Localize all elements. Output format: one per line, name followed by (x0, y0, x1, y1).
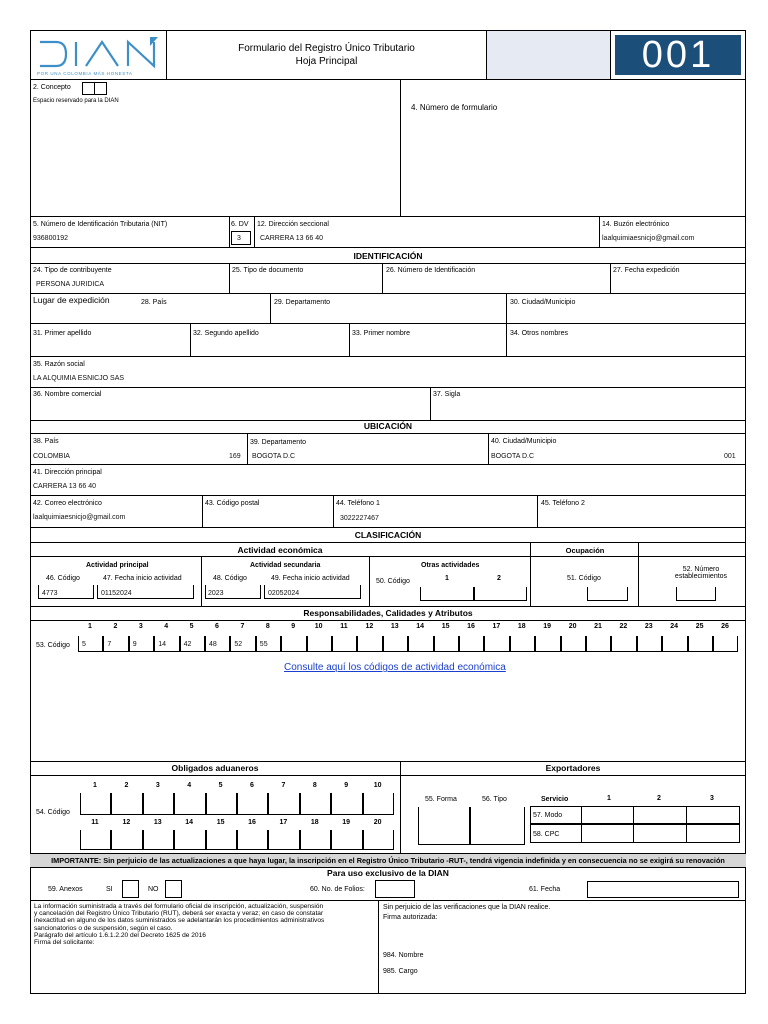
v46-value: 4773 (42, 590, 58, 597)
anexos-no-label: NO (148, 886, 159, 893)
aduanero-number-5: 5 (218, 782, 223, 789)
aduanero-box-1[interactable] (80, 793, 111, 815)
resp-box-11[interactable] (332, 636, 357, 652)
resp-number-4: 4 (164, 623, 169, 630)
aduanero-number-4: 4 (187, 782, 192, 789)
firma-autorizada-label: Firma autorizada: (383, 914, 438, 921)
resp-box-20[interactable] (561, 636, 586, 652)
anexos-59-label: 59. Anexos (48, 886, 83, 893)
servicio-label: Servicio (541, 796, 569, 803)
resp-number-20: 20 (568, 623, 577, 630)
forma-55-box[interactable] (418, 807, 470, 845)
departamento-39-value[interactable]: BOGOTA D.C (252, 453, 296, 460)
footer-left-line5: Parágrafo del artículo 1.6.1.2.20 del Decreto 1625 de 2016 (34, 931, 206, 939)
aduanero-number-19: 19 (342, 819, 351, 826)
c52-box[interactable] (676, 587, 716, 601)
pais-38-code: 169 (229, 453, 241, 460)
resp-number-22: 22 (619, 623, 628, 630)
aduanero-number-12: 12 (122, 819, 131, 826)
aduanero-box-6[interactable] (237, 793, 268, 815)
resp-value-3: 9 (132, 641, 137, 648)
resp-number-6: 6 (215, 623, 219, 630)
resp-number-3: 3 (138, 623, 143, 630)
clasificacion-header: CLASIFICACIÓN (354, 530, 422, 540)
aduanero-number-2: 2 (124, 782, 129, 789)
resp-box-25[interactable] (688, 636, 713, 652)
buzon-value[interactable]: laalquimiaesnicjo@gmail.com (602, 235, 695, 242)
resp-box-19[interactable] (535, 636, 560, 652)
primer-nombre-label: 33. Primer nombre (352, 330, 410, 337)
numero-identificacion-label: 26. Número de Identificación (386, 267, 476, 274)
concepto-note: Espacio reservado para la DIAN (33, 98, 119, 104)
fecha-expedicion-label: 27. Fecha expedición (613, 267, 680, 274)
resp-box-15[interactable] (434, 636, 459, 652)
modo-57-label: 57. Modo (533, 812, 563, 819)
aduanero-box-10[interactable] (363, 793, 394, 815)
aduanero-box-15[interactable] (206, 830, 237, 850)
resp-box-17[interactable] (484, 636, 509, 652)
anexos-si-label: SI (106, 886, 113, 893)
aduanero-box-9[interactable] (331, 793, 362, 815)
resp-number-21: 21 (594, 623, 602, 630)
dian-uso-header: Para uso exclusivo de la DIAN (327, 868, 449, 878)
cpc-58-box[interactable] (530, 824, 740, 843)
razon-social-label: 35. Razón social (33, 361, 85, 368)
footer-left-line4: sancionatorios o de suspensión, según el caso. (34, 924, 173, 932)
resp-number-7: 7 (240, 623, 245, 630)
tipo-contribuyente-label: 24. Tipo de contribuyente (33, 267, 112, 274)
form-title-line2: Hoja Principal (295, 56, 358, 67)
resp-value-7: 52 (234, 641, 243, 648)
logo-tagline: POR UNA COLOMBIA MÁS HONESTA (37, 71, 133, 76)
aduanero-number-11: 11 (91, 819, 99, 826)
fecha-61-box[interactable] (587, 881, 739, 898)
dv-label: 6. DV (231, 221, 249, 228)
export-col-2: 2 (657, 795, 661, 802)
resp-number-2: 2 (113, 623, 118, 630)
aduanero-number-6: 6 (250, 782, 254, 789)
otros-nombres-label: 34. Otros nombres (510, 330, 568, 337)
aduanero-box-16[interactable] (237, 830, 268, 850)
c54-label: 54. Código (36, 809, 70, 816)
resp-value-4: 14 (158, 641, 166, 648)
otras-2-label: 2 (497, 575, 501, 582)
cargo-985-label: 985. Cargo (383, 968, 418, 975)
responsabilidades-header: Responsabilidades, Calidades y Atributos (303, 608, 473, 618)
c51-label: 51. Código (567, 575, 601, 582)
resp-number-8: 8 (265, 623, 270, 630)
aduanero-box-4[interactable] (174, 793, 205, 815)
razon-social-value[interactable]: LA ALQUIMIA ESNICJO SAS (33, 375, 125, 382)
c52-label: 52. Número establecimientos (674, 566, 728, 580)
resp-number-16: 16 (467, 623, 475, 630)
resp-number-5: 5 (189, 623, 194, 630)
dv-box[interactable] (231, 231, 251, 245)
resp-number-10: 10 (314, 623, 323, 630)
buzon-label: 14. Buzón electrónico (602, 221, 670, 228)
correo-42-value[interactable]: laalquimiaesnicjo@gmail.com (33, 514, 126, 521)
resp-box-18[interactable] (510, 636, 535, 652)
sigla-label: 37. Sigla (433, 391, 461, 398)
correo-42-label: 42. Correo electrónico (33, 500, 102, 507)
tipo-contribuyente-value[interactable]: PERSONA JURIDICA (36, 281, 105, 288)
lugar-expedicion-label: Lugar de expedición (33, 295, 110, 305)
c51-box[interactable] (587, 587, 628, 601)
c53-label: 53. Código (36, 642, 70, 649)
aduanero-number-10: 10 (373, 782, 382, 789)
tipo-56-box[interactable] (470, 807, 525, 845)
form-number-box (610, 30, 746, 80)
footer-left-line3: inexactitud en alguno de los datos suministrados se adelantarán los procedimientos administrativos (34, 917, 325, 925)
resp-number-12: 12 (365, 623, 374, 630)
resp-box-24[interactable] (662, 636, 687, 652)
v49-value: 02052024 (268, 590, 300, 597)
aduanero-number-18: 18 (310, 819, 319, 826)
resp-value-8: 55 (259, 641, 268, 648)
aduanero-box-8[interactable] (300, 793, 331, 815)
numero-formulario-label: 4. Número de formulario (411, 103, 498, 112)
tipo-documento-label: 25. Tipo de documento (232, 267, 304, 274)
ciudad-40-value[interactable]: BOGOTA D.C (491, 453, 535, 460)
actividad-economica-header: Actividad económica (237, 545, 323, 555)
dv-value: 3 (237, 235, 241, 242)
form-number: 001 (615, 35, 741, 75)
aduanero-box-13[interactable] (143, 830, 174, 850)
header-spacer-box (486, 30, 611, 80)
ubicacion-header: UBICACIÓN (363, 421, 413, 431)
resp-box-12[interactable] (357, 636, 382, 652)
nit-label: 5. Número de Identificación Tributaria (NIT) (33, 221, 168, 228)
pais-28-label: 28. País (141, 299, 167, 306)
primer-apellido-label: 31. Primer apellido (33, 330, 92, 337)
aduanero-box-5[interactable] (206, 793, 237, 815)
departamento-29-label: 29. Departamento (274, 299, 331, 306)
c50-box-2[interactable] (474, 587, 527, 601)
resp-number-13: 13 (390, 623, 399, 630)
resp-number-15: 15 (441, 623, 450, 630)
export-col-1: 1 (607, 795, 611, 802)
v48-value: 2023 (208, 590, 224, 597)
concepto-label: 2. Concepto (33, 84, 71, 91)
pais-38-label: 38. País (33, 438, 59, 445)
nit-value[interactable]: 936800192 (33, 235, 69, 242)
telefono1-44-value[interactable]: 3022227467 (340, 515, 379, 522)
footer-left-text (34, 903, 376, 946)
fecha-61-label: 61. Fecha (529, 886, 561, 893)
aduanero-number-7: 7 (281, 782, 286, 789)
aduanero-number-16: 16 (248, 819, 256, 826)
seccional-label: 12. Dirección seccional (257, 221, 329, 228)
ciudad-40-label: 40. Ciudad/Municipio (491, 438, 557, 445)
nombre-984-label: 984. Nombre (383, 952, 424, 959)
aduanero-box-3[interactable] (143, 793, 174, 815)
postal-43-label: 43. Código postal (205, 500, 260, 507)
telefono1-44-label: 44. Teléfono 1 (336, 500, 380, 507)
departamento-39-label: 39. Departamento (250, 439, 307, 446)
c46-label: 46. Código (46, 575, 80, 582)
aduanero-box-7[interactable] (268, 793, 299, 815)
exportadores-header: Exportadores (545, 763, 601, 773)
aduanero-box-14[interactable] (174, 830, 205, 850)
resp-value-1: 5 (82, 641, 86, 648)
seccional-value[interactable]: CARRERA 13 66 40 (260, 235, 324, 242)
nombre-comercial-label: 36. Nombre comercial (33, 391, 102, 398)
c49-label: 49. Fecha inicio actividad (271, 575, 350, 582)
aduanero-number-1: 1 (93, 782, 97, 789)
folios-60-box[interactable] (375, 880, 415, 898)
resp-box-22[interactable] (611, 636, 636, 652)
c48-label: 48. Código (213, 575, 247, 582)
folios-60-label: 60. No. de Folios: (310, 886, 365, 893)
aduanero-box-2[interactable] (111, 793, 142, 815)
resp-number-25: 25 (695, 623, 704, 630)
resp-box-13[interactable] (383, 636, 408, 652)
resp-number-23: 23 (644, 623, 653, 630)
resp-number-9: 9 (291, 623, 296, 630)
aduanero-number-9: 9 (344, 782, 349, 789)
resp-value-5: 42 (183, 641, 192, 648)
c47-label: 47. Fecha inicio actividad (103, 575, 182, 582)
aduanero-box-17[interactable] (268, 830, 299, 850)
aduanero-number-20: 20 (373, 819, 382, 826)
resp-box-10[interactable] (307, 636, 332, 652)
actividad-link[interactable]: Consulte aquí los códigos de actividad económica (284, 662, 506, 673)
otras-1-label: 1 (445, 575, 449, 582)
resp-value-6: 48 (209, 641, 217, 648)
importante-banner: IMPORTANTE: Sin perjuicio de las actualizaciones a que haya lugar, la inscripción en el Registro Único Tributario -RUT-, tendrá vigencia indefinida y en consecuencia no se exigirá su renovación (30, 854, 746, 867)
v47-value: 01152024 (101, 590, 132, 597)
resp-box-21[interactable] (586, 636, 611, 652)
export-col-3: 3 (710, 795, 714, 802)
aduanero-number-15: 15 (216, 819, 225, 826)
cpc-58-label: 58. CPC (533, 831, 560, 838)
title-box (166, 30, 487, 80)
ciudad-30-label: 30. Ciudad/Municipio (510, 299, 576, 306)
segundo-apellido-label: 32. Segundo apellido (193, 330, 259, 337)
footer-left-line1: La información suministrada a través del formulario oficial de inscripción, actualización, suspensión (34, 903, 324, 910)
resp-value-2: 7 (107, 641, 112, 648)
identificacion-header: IDENTIFICACIÓN (353, 251, 423, 261)
telefono2-45-label: 45. Teléfono 2 (541, 500, 585, 507)
tipo-56-label: 56. Tipo (482, 796, 507, 803)
aduanero-box-18[interactable] (300, 830, 331, 850)
aduanero-number-17: 17 (279, 819, 288, 826)
resp-box-14[interactable] (408, 636, 433, 652)
aduanero-box-12[interactable] (111, 830, 142, 850)
ciudad-40-code: 001 (724, 453, 736, 460)
resp-number-17: 17 (492, 623, 501, 630)
aduanero-number-3: 3 (155, 782, 160, 789)
forma-55-label: 55. Forma (425, 796, 457, 803)
resp-number-19: 19 (543, 623, 552, 630)
direccion-41-label: 41. Dirección principal (33, 469, 102, 476)
resp-box-23[interactable] (637, 636, 662, 652)
resp-box-26[interactable] (713, 636, 738, 652)
c50-label: 50. Código (376, 578, 410, 585)
anexos-si-box[interactable] (122, 880, 139, 898)
logo-box (30, 30, 167, 80)
firma-solicitante-label: Firma del solicitante: (34, 939, 95, 947)
concepto-box-2[interactable] (94, 82, 107, 95)
ocupacion-header: Ocupación (565, 546, 605, 555)
resp-box-16[interactable] (459, 636, 484, 652)
resp-box-9[interactable] (281, 636, 306, 652)
aduanero-number-8: 8 (312, 782, 317, 789)
aduanero-number-14: 14 (185, 819, 194, 826)
otras-actividades-label: Otras actividades (421, 562, 480, 569)
aduanero-number-13: 13 (153, 819, 162, 826)
resp-number-24: 24 (670, 623, 679, 630)
aduanero-box-19[interactable] (331, 830, 362, 850)
footer-left-line2: y cancelación del Registro Único Tributario (RUT), deberá ser exacta y veraz; en caso de constatar (34, 910, 324, 918)
resp-number-18: 18 (517, 623, 526, 630)
resp-number-11: 11 (340, 623, 348, 630)
actividad-secundaria-label: Actividad secundaria (250, 562, 321, 569)
aduanero-box-20[interactable] (363, 830, 394, 850)
actividad-principal-label: Actividad principal (86, 562, 149, 569)
footer-right-line1: Sin perjuicio de las verificaciones que la DIAN realice. (383, 904, 551, 911)
anexos-no-box[interactable] (165, 880, 182, 898)
aduaneros-header: Obligados aduaneros (171, 763, 259, 773)
resp-number-14: 14 (416, 623, 425, 630)
pais-38-value[interactable]: COLOMBIA (33, 453, 70, 460)
c50-box[interactable] (420, 587, 474, 601)
resp-number-26: 26 (721, 623, 729, 630)
direccion-41-value[interactable]: CARRERA 13 66 40 (33, 483, 97, 490)
resp-number-1: 1 (88, 623, 92, 630)
form-title-line1: Formulario del Registro Único Tributario (238, 43, 415, 54)
aduanero-box-11[interactable] (80, 830, 111, 850)
